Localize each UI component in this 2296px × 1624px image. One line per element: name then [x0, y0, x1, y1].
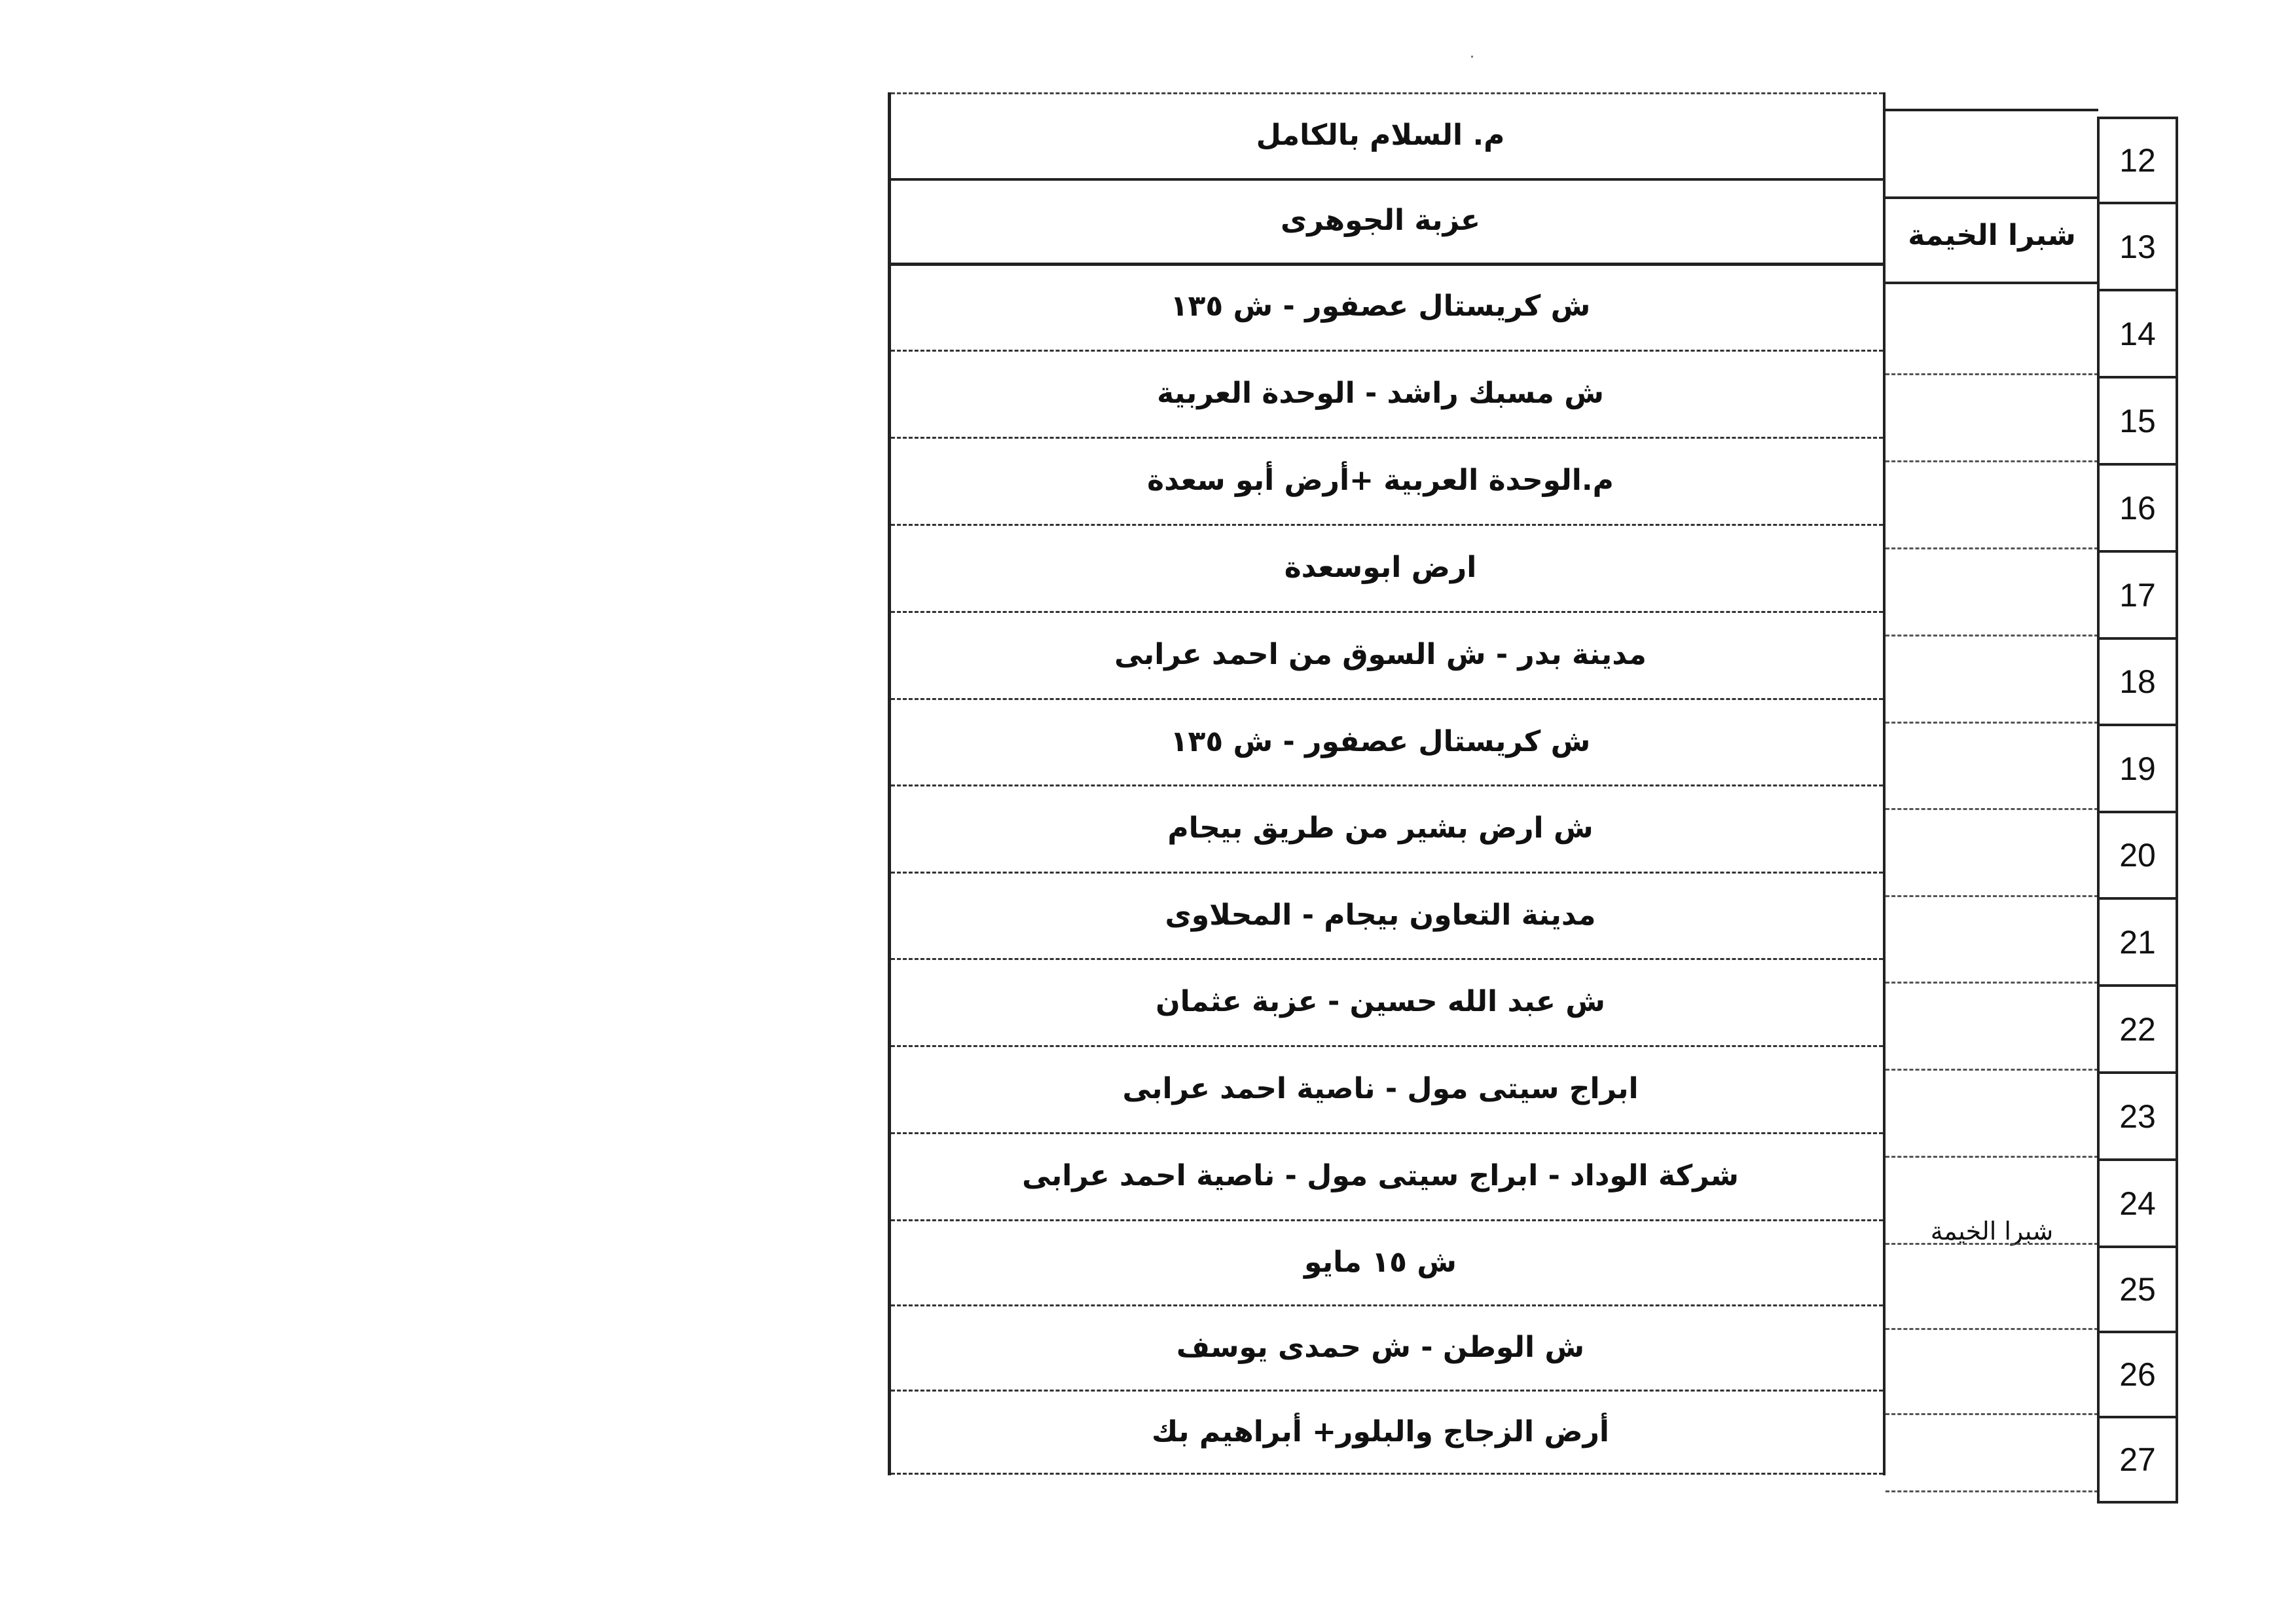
row-divider: [891, 1473, 1883, 1475]
address-cell: ش الوطن - ش حمدى يوسف: [1176, 1330, 1585, 1364]
area-divider: [1886, 196, 2098, 199]
table-row: [891, 92, 1870, 178]
address-cell: ش عبد الله حسين - عزبة عثمان: [1156, 985, 1605, 1018]
row-number: 16: [2100, 463, 2176, 550]
area-divider: [1886, 1156, 2098, 1158]
table-row: [891, 611, 1870, 698]
table-row: [891, 1132, 1870, 1219]
address-cell: ش ١٥ مايو: [1304, 1245, 1457, 1279]
row-number: 20: [2100, 811, 2176, 897]
table-row: [891, 1304, 1870, 1390]
area-divider: [1886, 808, 2098, 810]
area-label: شبرا الخيمة: [1930, 1217, 2054, 1246]
row-number: 24: [2100, 1158, 2176, 1246]
table-row: [891, 437, 1870, 524]
table-row: [891, 178, 1870, 263]
area-label: شبرا الخيمة: [1908, 219, 2076, 252]
address-cell: ش ارض بشير من طريق بيجام: [1167, 811, 1594, 845]
row-number: 22: [2100, 984, 2176, 1071]
address-cell: ارض ابوسعدة: [1284, 551, 1477, 584]
address-cell: ش كريستال عصفور - ش ١٣٥: [1170, 724, 1591, 758]
table-row: [891, 1390, 1870, 1473]
area-divider: [1886, 282, 2098, 284]
table-row: [891, 524, 1870, 611]
address-cell: ش كريستال عصفور - ش ١٣٥: [1170, 289, 1591, 323]
row-number: 27: [2100, 1416, 2176, 1501]
row-number: 21: [2100, 897, 2176, 984]
address-cell: شركة الوداد - ابراج سيتى مول - ناصية احمد عرابى: [1022, 1159, 1739, 1192]
area-divider: [1886, 460, 2098, 462]
area-divider: [1886, 1243, 2098, 1245]
area-divider: [1886, 635, 2098, 637]
row-number: 23: [2100, 1071, 2176, 1158]
area-column: [1886, 109, 2098, 1492]
table-row: [891, 350, 1870, 437]
table-row: [891, 958, 1870, 1045]
table-row: [891, 1045, 1870, 1132]
row-number: 17: [2100, 550, 2176, 637]
area-divider: [1886, 982, 2098, 984]
address-cell: أرض الزجاج والبلور+ أبراهيم بك: [1152, 1414, 1609, 1449]
area-divider: [1886, 1328, 2098, 1330]
area-divider: [1886, 109, 2098, 111]
row-number: 26: [2100, 1331, 2176, 1416]
table-row: [891, 872, 1870, 958]
area-divider: [1886, 1413, 2098, 1415]
number-column-bottom: [2100, 1501, 2176, 1504]
table-row: [891, 1219, 1870, 1304]
area-divider: [1886, 895, 2098, 897]
table-row: [891, 698, 1870, 784]
address-cell: عزبة الجوهرى: [1280, 204, 1481, 237]
table-row: [891, 263, 1870, 350]
address-cell: م. السلام بالكامل: [1256, 119, 1505, 152]
row-number: 18: [2100, 637, 2176, 724]
scan-dot: [1471, 56, 1473, 58]
row-number: 14: [2100, 289, 2176, 376]
table-row: [891, 784, 1870, 872]
number-column: [2097, 117, 2178, 1504]
area-divider: [1886, 722, 2098, 724]
row-number: 19: [2100, 724, 2176, 811]
area-divider: [1886, 1069, 2098, 1071]
address-cell: م.الوحدة العربية +أرض أبو سعدة: [1147, 464, 1614, 497]
address-cell: ش مسبك راشد - الوحدة العربية: [1157, 377, 1604, 410]
address-cell: مدينة التعاون بيجام - المحلاوى: [1165, 898, 1596, 932]
address-cell: مدينة بدر - ش السوق من احمد عرابى: [1114, 638, 1647, 671]
area-divider: [1886, 373, 2098, 375]
row-number: 12: [2100, 117, 2176, 202]
row-number: 13: [2100, 202, 2176, 289]
address-cell: ابراج سيتى مول - ناصية احمد عرابى: [1122, 1072, 1639, 1105]
area-divider: [1886, 1490, 2098, 1492]
area-divider: [1886, 547, 2098, 549]
address-table: [888, 92, 1886, 1475]
row-number: 25: [2100, 1246, 2176, 1331]
row-number: 15: [2100, 376, 2176, 463]
